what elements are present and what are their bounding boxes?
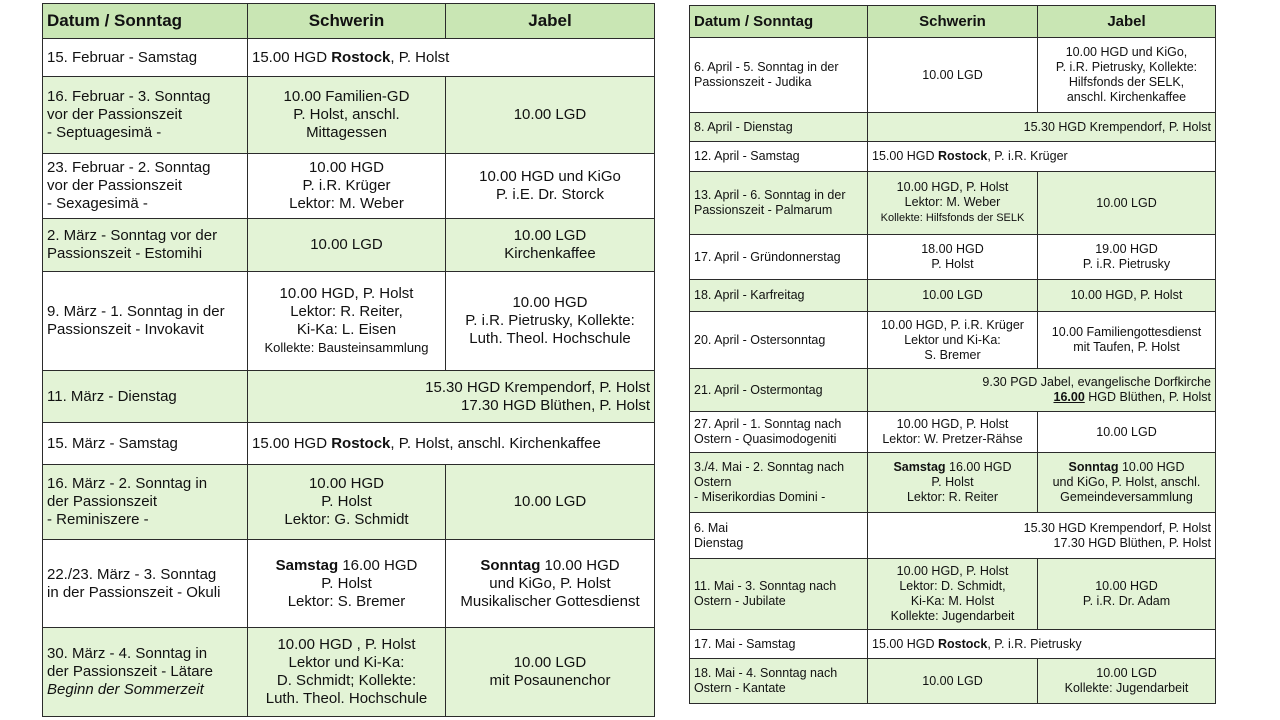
table-row	[690, 412, 1216, 453]
date-cell: 27. April - 1. Sonntag nach Ostern - Quasimodogeniti	[690, 412, 868, 453]
table-row	[690, 453, 1216, 513]
combined-service-cell: 15.00 HGD Rostock, P. Holst, anschl. Kirchenkaffee	[248, 423, 655, 465]
combined-service-cell: 9.30 PGD Jabel, evangelische Dorfkirche 16.00 HGD Blüthen, P. Holst	[868, 369, 1216, 412]
combined-service-cell: 15.30 HGD Krempendorf, P. Holst 17.30 HGD Blüthen, P. Holst	[868, 513, 1216, 559]
date-cell: 11. Mai - 3. Sonntag nach Ostern - Jubilate	[690, 559, 868, 630]
date-cell: 16. Februar - 3. Sonntag vor der Passionszeit - Septuagesimä -	[43, 77, 248, 154]
combined-service-cell: 15.00 HGD Rostock, P. Holst	[248, 39, 655, 77]
jabel-cell: 10.00 LGD Kollekte: Jugendarbeit	[1038, 659, 1216, 704]
schwerin-cell: 10.00 HGD, P. Holst Lektor: D. Schmidt, Ki-Ka: M. Holst Kollekte: Jugendarbeit	[868, 559, 1038, 630]
schwerin-cell: 10.00 HGD P. Holst Lektor: G. Schmidt	[248, 465, 446, 540]
table-row	[43, 154, 655, 219]
table-row	[690, 142, 1216, 172]
jabel-cell: 10.00 Familiengottesdienst mit Taufen, P. Holst	[1038, 312, 1216, 369]
date-cell: 16. März - 2. Sonntag in der Passionszeit - Reminiszere -	[43, 465, 248, 540]
header-date: Datum / Sonntag	[43, 4, 248, 39]
header-schwerin: Schwerin	[868, 6, 1038, 38]
date-cell: 11. März - Dienstag	[43, 371, 248, 423]
jabel-cell: Sonntag 10.00 HGD und KiGo, P. Holst Musikalischer Gottesdienst	[446, 540, 655, 628]
jabel-cell: 10.00 LGD mit Posaunenchor	[446, 628, 655, 717]
schwerin-cell: Samstag 16.00 HGD P. Holst Lektor: S. Bremer	[248, 540, 446, 628]
date-cell: 15. Februar - Samstag	[43, 39, 248, 77]
date-cell: 2. März - Sonntag vor der Passionszeit - Estomihi	[43, 219, 248, 272]
date-cell: 18. Mai - 4. Sonntag nach Ostern - Kantate	[690, 659, 868, 704]
combined-service-cell: 15.30 HGD Krempendorf, P. Holst	[868, 113, 1216, 142]
schwerin-cell: 10.00 LGD	[868, 659, 1038, 704]
table-row	[43, 628, 655, 717]
table-row	[690, 172, 1216, 235]
date-cell: 21. April - Ostermontag	[690, 369, 868, 412]
date-cell: 23. Februar - 2. Sonntag vor der Passionszeit - Sexagesimä -	[43, 154, 248, 219]
jabel-cell: Sonntag 10.00 HGD und KiGo, P. Holst, anschl. Gemeindeversammlung	[1038, 453, 1216, 513]
table-row	[43, 219, 655, 272]
date-cell: 18. April - Karfreitag	[690, 280, 868, 312]
table-row	[43, 423, 655, 465]
schwerin-cell: Samstag 16.00 HGD P. Holst Lektor: R. Reiter	[868, 453, 1038, 513]
table-row	[690, 369, 1216, 412]
schwerin-cell: 10.00 LGD	[248, 219, 446, 272]
schwerin-cell: 10.00 HGD P. i.R. Krüger Lektor: M. Weber	[248, 154, 446, 219]
date-cell: 20. April - Ostersonntag	[690, 312, 868, 369]
table-row	[43, 77, 655, 154]
date-cell: 6. Mai Dienstag	[690, 513, 868, 559]
date-cell: 22./23. März - 3. Sonntag in der Passionszeit - Okuli	[43, 540, 248, 628]
header-jabel: Jabel	[1038, 6, 1216, 38]
date-cell: 15. März - Samstag	[43, 423, 248, 465]
table-row	[43, 465, 655, 540]
date-cell: 3./4. Mai - 2. Sonntag nach Ostern - Miserikordias Domini -	[690, 453, 868, 513]
header-date: Datum / Sonntag	[690, 6, 868, 38]
jabel-cell: 10.00 LGD	[446, 77, 655, 154]
table-row	[690, 630, 1216, 659]
combined-service-cell: 15.30 HGD Krempendorf, P. Holst 17.30 HGD Blüthen, P. Holst	[248, 371, 655, 423]
jabel-cell: 10.00 LGD Kirchenkaffee	[446, 219, 655, 272]
schwerin-cell: 18.00 HGD P. Holst	[868, 235, 1038, 280]
table-row	[690, 38, 1216, 113]
jabel-cell: 10.00 LGD	[446, 465, 655, 540]
schwerin-cell: 10.00 HGD, P. Holst Lektor: W. Pretzer-Rähse	[868, 412, 1038, 453]
schwerin-cell: 10.00 HGD, P. Holst Lektor: M. Weber Kollekte: Hilfsfonds der SELK	[868, 172, 1038, 235]
combined-service-cell: 15.00 HGD Rostock, P. i.R. Krüger	[868, 142, 1216, 172]
schwerin-cell: 10.00 LGD	[868, 280, 1038, 312]
date-cell: 17. Mai - Samstag	[690, 630, 868, 659]
schwerin-cell: 10.00 HGD, P. i.R. Krüger Lektor und Ki-Ka: S. Bremer	[868, 312, 1038, 369]
date-cell: 9. März - 1. Sonntag in der Passionszeit - Invokavit	[43, 272, 248, 371]
table-row	[690, 559, 1216, 630]
table-row	[690, 113, 1216, 142]
schwerin-cell: 10.00 HGD , P. Holst Lektor und Ki-Ka: D. Schmidt; Kollekte: Luth. Theol. Hochschule	[248, 628, 446, 717]
jabel-cell: 10.00 HGD und KiGo P. i.E. Dr. Storck	[446, 154, 655, 219]
schwerin-cell: 10.00 LGD	[868, 38, 1038, 113]
header-schwerin: Schwerin	[248, 4, 446, 39]
table-row	[43, 371, 655, 423]
jabel-cell: 10.00 HGD und KiGo, P. i.R. Pietrusky, Kollekte: Hilfsfonds der SELK, anschl. Kirchenkaffee	[1038, 38, 1216, 113]
jabel-cell: 10.00 HGD P. i.R. Dr. Adam	[1038, 559, 1216, 630]
schedule-table-left	[42, 3, 655, 717]
table-row	[690, 659, 1216, 704]
date-cell: 12. April - Samstag	[690, 142, 868, 172]
table-row	[43, 540, 655, 628]
date-cell: 30. März - 4. Sonntag in der Passionszeit - Lätare Beginn der Sommerzeit	[43, 628, 248, 717]
jabel-cell: 10.00 LGD	[1038, 172, 1216, 235]
jabel-cell: 10.00 HGD P. i.R. Pietrusky, Kollekte: Luth. Theol. Hochschule	[446, 272, 655, 371]
table-row	[690, 312, 1216, 369]
combined-service-cell: 15.00 HGD Rostock, P. i.R. Pietrusky	[868, 630, 1216, 659]
jabel-cell: 19.00 HGD P. i.R. Pietrusky	[1038, 235, 1216, 280]
table-row	[43, 39, 655, 77]
schwerin-cell: 10.00 HGD, P. Holst Lektor: R. Reiter, Ki-Ka: L. Eisen Kollekte: Bausteinsammlung	[248, 272, 446, 371]
schwerin-cell: 10.00 Familien-GD P. Holst, anschl. Mittagessen	[248, 77, 446, 154]
schedule-table-right	[689, 5, 1216, 704]
date-cell: 17. April - Gründonnerstag	[690, 235, 868, 280]
header-jabel: Jabel	[446, 4, 655, 39]
jabel-cell: 10.00 LGD	[1038, 412, 1216, 453]
table-row	[690, 513, 1216, 559]
jabel-cell: 10.00 HGD, P. Holst	[1038, 280, 1216, 312]
table-row	[690, 235, 1216, 280]
table-row	[690, 280, 1216, 312]
date-cell: 13. April - 6. Sonntag in der Passionszeit - Palmarum	[690, 172, 868, 235]
date-cell: 8. April - Dienstag	[690, 113, 868, 142]
table-row	[43, 272, 655, 371]
date-cell: 6. April - 5. Sonntag in der Passionszeit - Judika	[690, 38, 868, 113]
